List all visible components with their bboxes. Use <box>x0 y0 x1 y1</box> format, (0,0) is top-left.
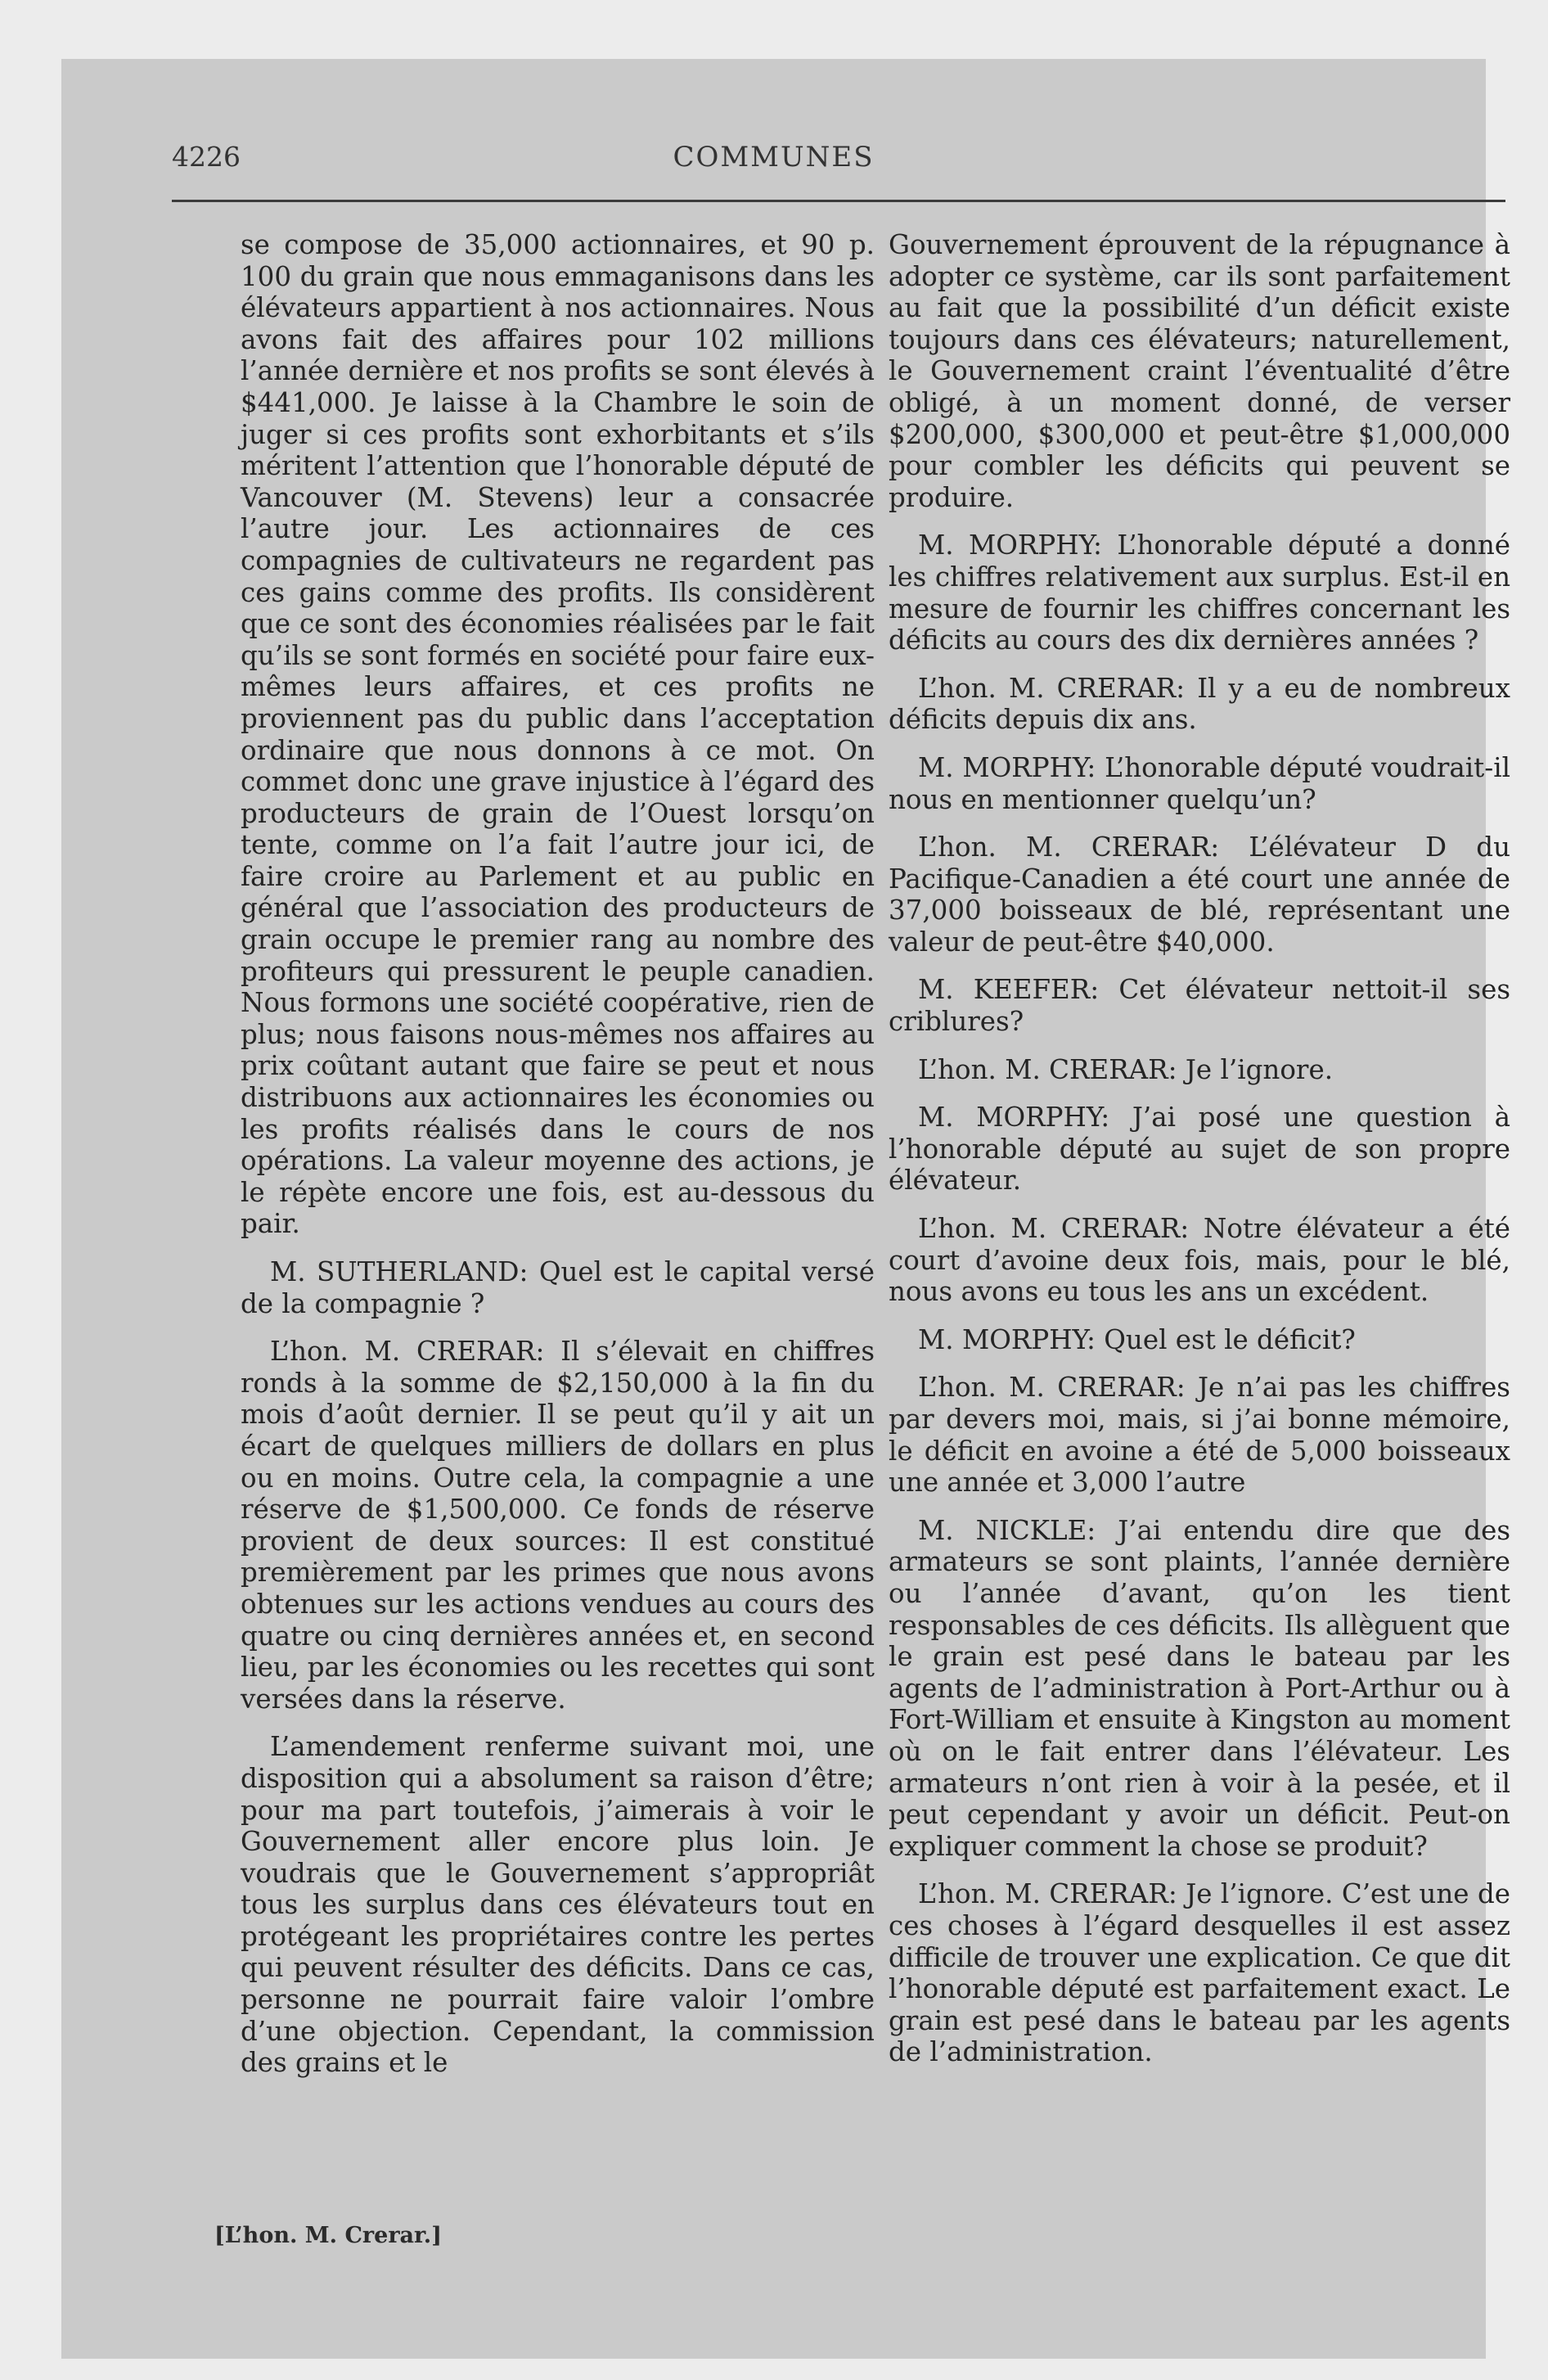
paragraph: L’hon. M. CRERAR: Je n’ai pas les chiffres par devers moi, mais, si j’ai bonne mémoire, le déficit en avoine a été de 5,000 boisseaux une année et 3,000 l’autre <box>889 1372 1510 1499</box>
paragraph: L’hon. M. CRERAR: Je l’ignore. <box>918 1053 1334 1085</box>
paragraph: M. KEEFER: Cet élévateur nettoit-il ses criblures? <box>889 974 1510 1038</box>
paragraph: M. MORPHY: J’ai posé une question à l’honorable député au sujet de son propre élévateur. <box>889 1102 1510 1197</box>
paragraph: M. NICKLE: J’ai entendu dire que des armateurs se sont plaints, l’année dernière ou l’année d’avant, qu’on les tient responsables de ces déficits. Ils allèguent que le grain est pesé dans le bateau par les agents de l’administration à Port-Arthur ou à Fort-William et ensuite à Kingston au moment où on le fait entrer dans l’élévateur. Les armateurs n’ont rien à voir à la pesée, et il peut cependant y avoir un déficit. Peut-on expliquer comment la chose se produit? <box>889 1514 1510 1862</box>
paragraph: M. MORPHY: L’honorable député a donné les chiffres relativement aux surplus. Est-il en mesure de fournir les chiffres concernant les déficits au cours des dix dernières années ? <box>889 530 1510 656</box>
paragraph: M. MORPHY: Quel est le déficit? <box>918 1323 1356 1355</box>
header-rule <box>172 200 1505 202</box>
paragraph: L’hon. M. CRERAR: Il y a eu de nombreux déficits depuis dix ans. <box>889 672 1510 736</box>
paragraph: L’amendement renferme suivant moi, une disposition qui a absolument sa raison d’être; pour ma part toutefois, j’aimerais à voir le Gouvernement aller encore plus loin. Je voudrais que le Gouvernement s’appropriât tous les surplus dans ces élévateurs tout en protégeant les propriétaires contre les pertes qui peuvent résulter des déficits. Dans ce cas, personne ne pourrait faire valoir l’ombre d’une objection. Cependant, la commission des grains et le <box>241 1731 875 2079</box>
paragraph: L’hon. M. CRERAR: L’élévateur D du Pacifique-Canadien a été court une année de 37,000 boisseaux de blé, représentant une valeur de peut-être $40,000. <box>889 832 1510 958</box>
paragraph: Gouvernement éprouvent de la répugnance à adopter ce système, car ils sont parfaitement au fait que la possibilité d’un déficit existe toujours dans ces élévateurs; naturellement, le Gouvernement craint l’éventualité d’être obligé, à un moment donné, de verser $200,000, $300,000 et peut-être $1,000,000 pour combler les déficits qui peuvent se produire. <box>889 229 1510 513</box>
paragraph: se compose de 35,000 actionnaires, et 90 p. 100 du grain que nous emmaganisons dans les élévateurs appartient à nos actionnaires. Nous avons fait des affaires pour 102 millions l’année dernière et nos profits se sont élevés à $441,000. Je laisse à la Chambre le soin de juger si ces profits sont exhorbitants et s’ils méritent l’attention que l’honorable député de Vancouver (M. Stevens) leur a consacrée l’autre jour. Les actionnaires de ces compagnies de cultivateurs ne regardent pas ces gains comme des profits. Ils considèrent que ce sont des économies réalisées par le fait qu’ils se sont formés en société pour faire eux-mêmes leurs affaires, et ces profits ne proviennent pas du public dans l’acceptation ordinaire que nous donnons à ce mot. On commet donc une grave injustice à l’égard des producteurs de grain de l’Ouest lorsqu’on tente, comme on l’a fait l’autre jour ici, de faire croire au Parlement et au public en général que l’association des producteurs de grain occupe le premier rang au nombre des profiteurs qui pressurent le peuple canadien. Nous formons une société coopérative, rien de plus; nous faisons nous-mêmes nos affaires au prix coûtant autant que faire se peut et nous distribuons aux actionnaires les économies ou les profits réalisés dans le cours de nos opérations. La valeur moyenne des actions, je le répète encore une fois, est au-dessous du pair. <box>241 229 875 1240</box>
paragraph: M. MORPHY: L’honorable député voudrait-il nous en mentionner quelqu’un? <box>889 751 1510 815</box>
right-column <box>889 229 1510 2085</box>
left-column <box>241 229 875 2095</box>
page-footer: [L’hon. M. Crerar.] <box>214 2223 442 2248</box>
paragraph: L’hon. M. CRERAR: Il s’élevait en chiffres ronds à la somme de $2,150,000 à la fin du mois d’août dernier. Il se peut qu’il y ait un écart de quelques milliers de dollars en plus ou en moins. Outre cela, la compagnie a une réserve de $1,500,000. Ce fonds de réserve provient de deux sources: Il est constitué premièrement par les primes que nous avons obtenues sur les actions vendues au cours des quatre ou cinq dernières années et, en second lieu, par les économies ou les recettes qui sont versées dans la réserve. <box>241 1336 875 1715</box>
paragraph: L’hon. M. CRERAR: Notre élévateur a été court d’avoine deux fois, mais, pour le blé, nous avons eu tous les ans un excédent. <box>889 1213 1510 1308</box>
running-title: COMMUNES <box>673 141 875 174</box>
page-number: 4226 <box>172 141 241 173</box>
paragraph: L’hon. M. CRERAR: Je l’ignore. C’est une de ces choses à l’égard desquelles il est assez difficile de trouver une explication. Ce que dit l’honorable député est parfaitement exact. Le grain est pesé dans le bateau par les agents de l’administration. <box>889 1878 1510 2068</box>
paragraph: M. SUTHERLAND: Quel est le capital versé de la compagnie ? <box>241 1256 875 1319</box>
scanned-page <box>61 59 1510 2359</box>
page-header <box>61 141 1486 190</box>
